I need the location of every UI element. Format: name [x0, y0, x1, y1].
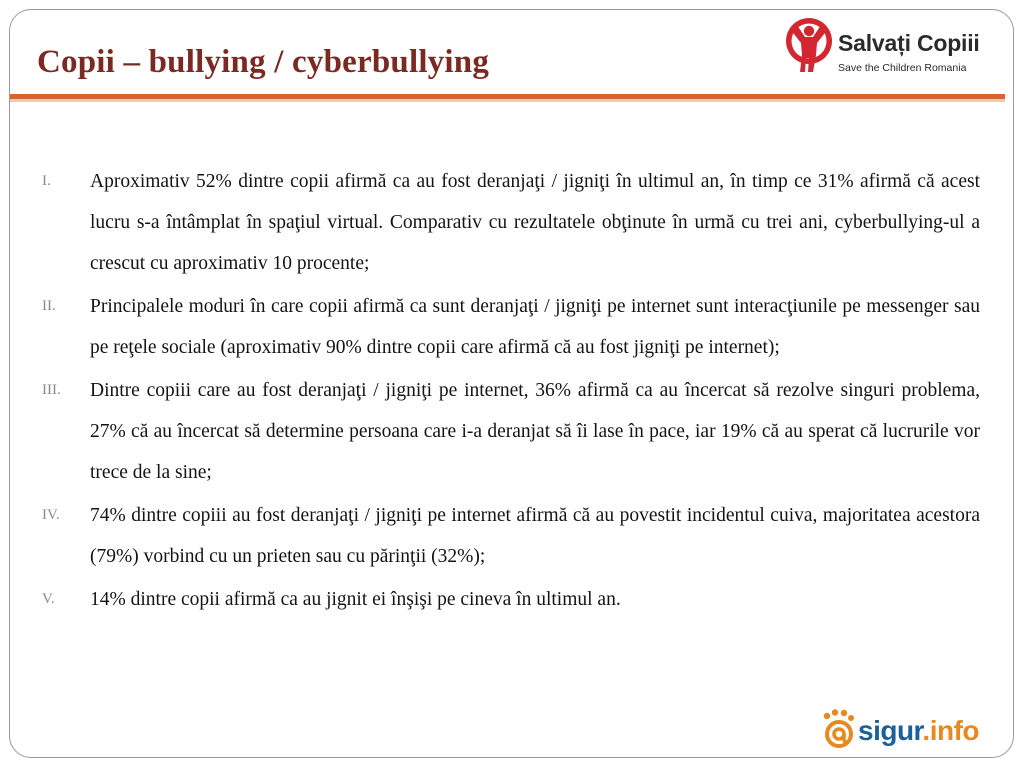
child-emblem-icon — [784, 16, 834, 78]
list-numeral: III. — [42, 382, 61, 398]
logo-name: Salvați Copiii — [838, 30, 980, 56]
sigur-wordmark — [858, 715, 979, 747]
sigur-brand: sigur — [858, 715, 923, 746]
list-item — [42, 495, 980, 577]
title-underline-shadow — [10, 99, 1005, 102]
sigur-info-logo — [818, 708, 998, 756]
list-item — [42, 286, 980, 368]
sigur-tld: .info — [922, 715, 980, 746]
logo-subtitle: Save the Children Romania — [838, 62, 967, 74]
list-item-text: Dintre copiii care au fost deranjaţi / jigniţi pe internet, 36% afirmă ca au încercat să rezolve singuri problema, 27% că au încercat să determine persoana care i-a deranjat să îi lase în pace, iar 19% că au sperat că lucrurile vor trece de la sine; — [90, 380, 980, 483]
paw-at-icon — [818, 708, 860, 750]
list-item — [42, 579, 980, 620]
list-item-text: Aproximativ 52% dintre copii afirmă ca au fost deranjaţi / jigniţi în ultimul an, în timp ce 31% afirmă că acest lucru s-a întâmplat în spaţiul virtual. Comparativ cu rezultatele obţinute în urmă cu trei ani, cyberbullying-ul a crescut cu aproximativ 10 procente; — [90, 171, 980, 274]
list-numeral: V. — [42, 591, 55, 607]
list-item-text: 74% dintre copiii au fost deranjaţi / jigniţi pe internet afirmă că au povestit incidentul cuiva, majoritatea acestora (79%) vorbind cu un prieten sau cu părinţii (32%); — [90, 505, 980, 567]
list-item — [42, 370, 980, 493]
salvati-copiii-logo — [780, 16, 992, 80]
list-item-text: Principalele moduri în care copii afirmă ca sunt deranjaţi / jigniţi pe internet sunt interacţiunile pe messenger sau pe reţele sociale (aproximativ 90% dintre copii care afirmă că au fost jigniţi pe internet); — [90, 296, 980, 358]
list-item-text: 14% dintre copii afirmă ca au jignit ei înşişi pe cineva în ultimul an. — [90, 589, 621, 610]
list-numeral: IV. — [42, 507, 60, 523]
list-numeral: I. — [42, 173, 51, 189]
list-numeral: II. — [42, 298, 56, 314]
page-title: Copii – bullying / cyberbullying — [37, 44, 490, 80]
findings-list — [42, 161, 980, 622]
list-item — [42, 161, 980, 284]
